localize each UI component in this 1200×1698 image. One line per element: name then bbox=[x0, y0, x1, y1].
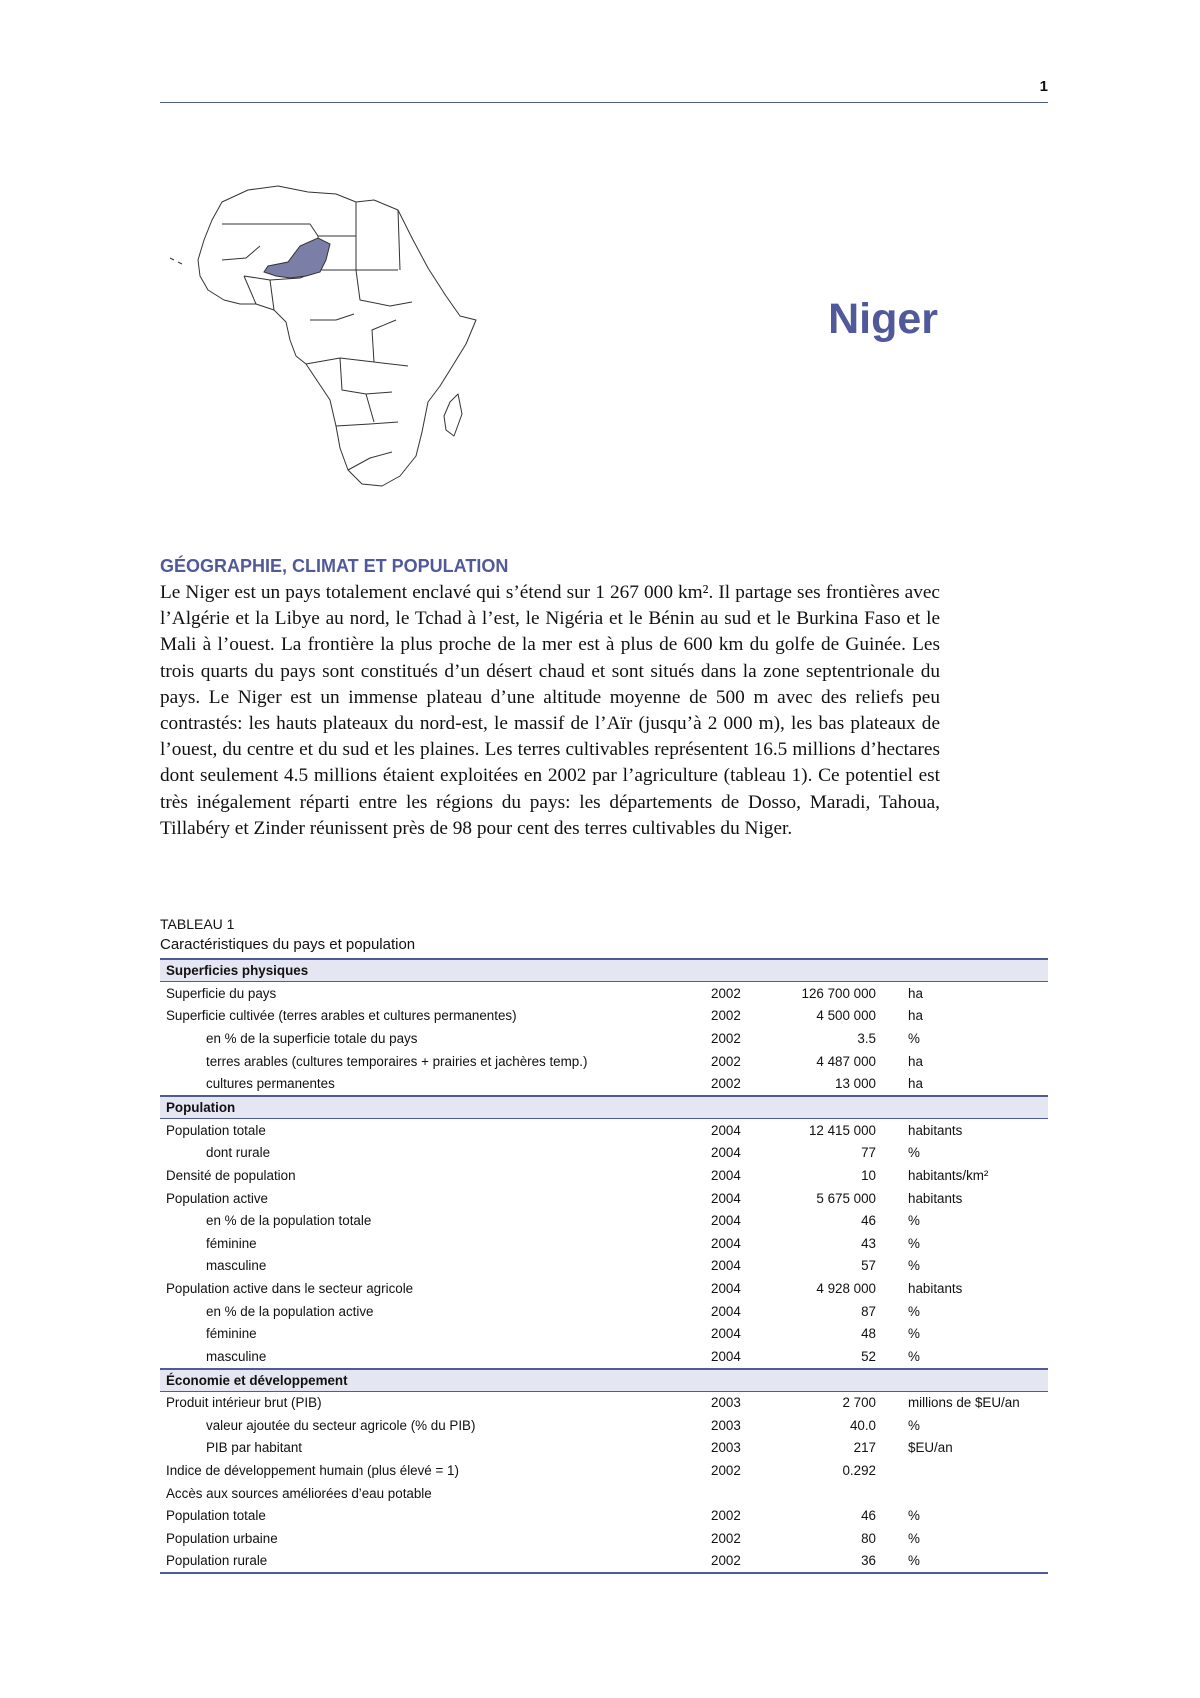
row-value: 12 415 000 bbox=[808, 1122, 876, 1138]
value-spacer bbox=[876, 1414, 908, 1437]
row-value: 2 700 bbox=[842, 1395, 876, 1411]
row-label: Densité de population bbox=[166, 1167, 296, 1183]
row-label: Accès aux sources améliorées d’eau potable bbox=[166, 1485, 432, 1501]
row-year: 2004 bbox=[711, 1190, 741, 1206]
value-spacer bbox=[876, 1482, 908, 1505]
table-row bbox=[160, 1027, 1048, 1050]
row-unit: habitants bbox=[908, 1280, 963, 1296]
row-unit: % bbox=[908, 1030, 920, 1046]
value-spacer bbox=[876, 1437, 908, 1460]
row-value: 46 bbox=[861, 1213, 876, 1229]
value-spacer bbox=[876, 1300, 908, 1323]
niger-highlight bbox=[264, 238, 330, 278]
row-label: en % de la population totale bbox=[206, 1213, 372, 1229]
table-caption: Caractéristiques du pays et population bbox=[160, 936, 416, 953]
row-year: 2003 bbox=[711, 1417, 741, 1433]
row-year: 2002 bbox=[711, 1076, 741, 1092]
section-heading: GÉOGRAPHIE, CLIMAT ET POPULATION bbox=[160, 556, 509, 576]
row-year: 2003 bbox=[711, 1440, 741, 1456]
row-year: 2002 bbox=[711, 1030, 741, 1046]
row-value: 43 bbox=[861, 1235, 876, 1251]
row-unit: ha bbox=[908, 985, 923, 1001]
row-year: 2003 bbox=[711, 1395, 741, 1411]
table-section-header bbox=[160, 1096, 1048, 1119]
row-unit: ha bbox=[908, 1076, 923, 1092]
row-unit: millions de $EU/an bbox=[908, 1395, 1020, 1411]
row-unit: % bbox=[908, 1530, 920, 1546]
row-value: 57 bbox=[861, 1258, 876, 1274]
table-row bbox=[160, 1050, 1048, 1073]
row-unit: % bbox=[908, 1508, 920, 1524]
row-value: 126 700 000 bbox=[801, 985, 876, 1001]
row-label: Superficie cultivée (terres arables et cultures permanentes) bbox=[166, 1008, 517, 1024]
row-unit: % bbox=[908, 1213, 920, 1229]
row-value: 36 bbox=[751, 1550, 876, 1574]
row-unit: % bbox=[908, 1145, 920, 1161]
value-spacer bbox=[876, 1391, 908, 1414]
table-row bbox=[160, 1164, 1048, 1187]
row-value: 5 675 000 bbox=[816, 1190, 876, 1206]
value-spacer bbox=[876, 1187, 908, 1210]
table-row bbox=[160, 1482, 1048, 1505]
row-label: Indice de développement humain (plus élevé = 1) bbox=[166, 1463, 459, 1479]
row-value: 77 bbox=[861, 1145, 876, 1161]
row-value: 80 bbox=[861, 1530, 876, 1546]
table-row bbox=[160, 1459, 1048, 1482]
row-value: 46 bbox=[861, 1508, 876, 1524]
row-year: 2002 bbox=[711, 1463, 741, 1479]
table-row bbox=[160, 1550, 1048, 1574]
row-label: en % de la superficie totale du pays bbox=[206, 1030, 418, 1046]
page-number: 1 bbox=[1039, 78, 1048, 95]
row-label: Superficie du pays bbox=[166, 985, 277, 1001]
row-label: Population active dans le secteur agricole bbox=[166, 1280, 414, 1296]
row-year: 2002 bbox=[711, 1053, 741, 1069]
row-value: 52 bbox=[861, 1348, 876, 1364]
row-year: 2002 bbox=[711, 1008, 741, 1024]
row-value: 3.5 bbox=[857, 1030, 876, 1046]
row-unit: ha bbox=[908, 1008, 923, 1024]
row-year: 2004 bbox=[711, 1213, 741, 1229]
row-year: 2004 bbox=[711, 1303, 741, 1319]
value-spacer bbox=[876, 1209, 908, 1232]
row-value: 40.0 bbox=[849, 1417, 876, 1433]
table-row bbox=[160, 1391, 1048, 1414]
value-spacer bbox=[876, 1142, 908, 1165]
africa-locator-map bbox=[160, 180, 510, 510]
row-value: 10 bbox=[861, 1167, 876, 1183]
row-label: PIB par habitant bbox=[206, 1440, 303, 1456]
row-label: terres arables (cultures temporaires + prairies et jachères temp.) bbox=[206, 1053, 588, 1069]
value-spacer bbox=[876, 1118, 908, 1141]
row-year: 2002 bbox=[711, 1530, 741, 1546]
row-label: masculine bbox=[206, 1258, 267, 1274]
row-value: 87 bbox=[861, 1303, 876, 1319]
table-row bbox=[160, 1504, 1048, 1527]
row-unit bbox=[908, 1459, 1048, 1482]
africa-outline bbox=[198, 186, 476, 486]
row-year: 2004 bbox=[711, 1122, 741, 1138]
row-label: Population totale bbox=[166, 1508, 266, 1524]
value-spacer bbox=[876, 1504, 908, 1527]
row-unit: $EU/an bbox=[908, 1440, 953, 1456]
row-unit: % bbox=[908, 1235, 920, 1251]
row-value: 4 500 000 bbox=[816, 1008, 876, 1024]
row-value: 13 000 bbox=[835, 1076, 876, 1092]
row-unit: % bbox=[908, 1303, 920, 1319]
value-spacer bbox=[876, 1027, 908, 1050]
row-year: 2004 bbox=[711, 1348, 741, 1364]
table-row bbox=[160, 1345, 1048, 1369]
header-rule bbox=[160, 102, 1048, 103]
value-spacer bbox=[876, 1005, 908, 1028]
value-spacer bbox=[876, 1550, 908, 1574]
row-year: 2002 bbox=[711, 1550, 751, 1574]
row-unit: % bbox=[908, 1348, 920, 1364]
value-spacer bbox=[876, 1164, 908, 1187]
table-row bbox=[160, 1414, 1048, 1437]
row-year: 2004 bbox=[711, 1235, 741, 1251]
table-row bbox=[160, 1255, 1048, 1278]
row-year: 2002 bbox=[711, 985, 741, 1001]
table-row bbox=[160, 1300, 1048, 1323]
table-row bbox=[160, 1277, 1048, 1300]
row-label: valeur ajoutée du secteur agricole (% du PIB) bbox=[206, 1417, 476, 1433]
table-section-header bbox=[160, 959, 1048, 982]
row-unit: habitants bbox=[908, 1190, 963, 1206]
row-unit: habitants/km² bbox=[908, 1167, 989, 1183]
value-spacer bbox=[876, 1459, 908, 1482]
value-spacer bbox=[876, 1050, 908, 1073]
section-title: Population bbox=[160, 1096, 1048, 1119]
row-unit: % bbox=[908, 1417, 920, 1433]
madagascar-outline bbox=[444, 394, 462, 436]
table-row bbox=[160, 1232, 1048, 1255]
row-label: Population rurale bbox=[160, 1550, 711, 1574]
row-unit: habitants bbox=[908, 1122, 963, 1138]
value-spacer bbox=[876, 1255, 908, 1278]
table-row bbox=[160, 1187, 1048, 1210]
table-row bbox=[160, 1322, 1048, 1345]
country-title: Niger bbox=[828, 295, 938, 343]
row-label: cultures permanentes bbox=[206, 1076, 335, 1092]
row-unit: ha bbox=[908, 1053, 923, 1069]
row-unit: % bbox=[908, 1326, 920, 1342]
row-value: 48 bbox=[861, 1326, 876, 1342]
canary-islands bbox=[170, 258, 182, 264]
row-label: Population urbaine bbox=[166, 1530, 278, 1546]
value-spacer bbox=[876, 1345, 908, 1369]
value-spacer bbox=[876, 1527, 908, 1550]
row-label: Population totale bbox=[166, 1122, 266, 1138]
value-spacer bbox=[876, 1232, 908, 1255]
row-year: 2004 bbox=[711, 1280, 741, 1296]
row-unit: % bbox=[908, 1258, 920, 1274]
table-row bbox=[160, 1005, 1048, 1028]
table-label: TABLEAU 1 bbox=[160, 916, 235, 932]
table-row bbox=[160, 1209, 1048, 1232]
table-row bbox=[160, 1437, 1048, 1460]
value-spacer bbox=[876, 1277, 908, 1300]
table-row bbox=[160, 982, 1048, 1005]
row-year: 2004 bbox=[711, 1167, 741, 1183]
value-spacer bbox=[876, 1072, 908, 1096]
row-value bbox=[751, 1482, 876, 1505]
row-value: 217 bbox=[853, 1440, 876, 1456]
row-unit: % bbox=[908, 1550, 1048, 1574]
table-row bbox=[160, 1527, 1048, 1550]
row-year: 2002 bbox=[711, 1508, 741, 1524]
row-year: 2004 bbox=[711, 1145, 741, 1161]
row-label: Population active bbox=[166, 1190, 268, 1206]
table-row bbox=[160, 1142, 1048, 1165]
row-label: en % de la population active bbox=[206, 1303, 374, 1319]
section-title: Économie et développement bbox=[160, 1369, 1048, 1392]
row-year: 2004 bbox=[711, 1258, 741, 1274]
row-value: 4 928 000 bbox=[816, 1280, 876, 1296]
section-title: Superficies physiques bbox=[160, 959, 1048, 982]
row-value: 4 487 000 bbox=[816, 1053, 876, 1069]
body-paragraph: Le Niger est un pays totalement enclavé qui s’étend sur 1 267 000 km². Il partage ses frontières avec l’Algérie et la Libye au nord, le Tchad à l’est, le Nigéria et le Bénin au sud et le Burkina Faso et le Mali à l’ouest. La frontière la plus proche de la mer est à plus de 600 km du golfe de Guinée. Les trois quarts du pays sont constitués d’un désert chaud et sont situés dans la zone septentrionale du pays. Le Niger est un immense plateau d’une altitude moyenne de 500 m avec des reliefs peu contrastés: les hauts plateaux du nord-est, le massif de l’Aïr (jusqu’à 2 000 m), les bas plateaux de l’ouest, du centre et du sud et les plaines. Les terres cultivables représentent 16.5 millions d’hectares dont seulement 4.5 millions étaient exploitées en 2002 par l’agriculture (tableau 1). Ce potentiel est très inégalement réparti entre les régions du pays: les départements de Dosso, Maradi, Tahoua, Tillabéry et Zinder réunissent près de 98 pour cent des terres cultivables du Niger. bbox=[160, 582, 940, 839]
data-table bbox=[160, 958, 1048, 1574]
row-value: 0.292 bbox=[842, 1463, 876, 1479]
row-label: féminine bbox=[206, 1326, 257, 1342]
value-spacer bbox=[876, 1322, 908, 1345]
table-row bbox=[160, 1118, 1048, 1141]
table-section-header bbox=[160, 1369, 1048, 1392]
row-label: masculine bbox=[206, 1348, 267, 1364]
row-year: 2004 bbox=[711, 1326, 741, 1342]
row-year bbox=[711, 1482, 751, 1505]
value-spacer bbox=[876, 982, 908, 1005]
row-label: dont rurale bbox=[206, 1145, 271, 1161]
row-unit bbox=[908, 1482, 1048, 1505]
row-label: Produit intérieur brut (PIB) bbox=[166, 1395, 322, 1411]
row-label: féminine bbox=[206, 1235, 257, 1251]
table-row bbox=[160, 1072, 1048, 1096]
